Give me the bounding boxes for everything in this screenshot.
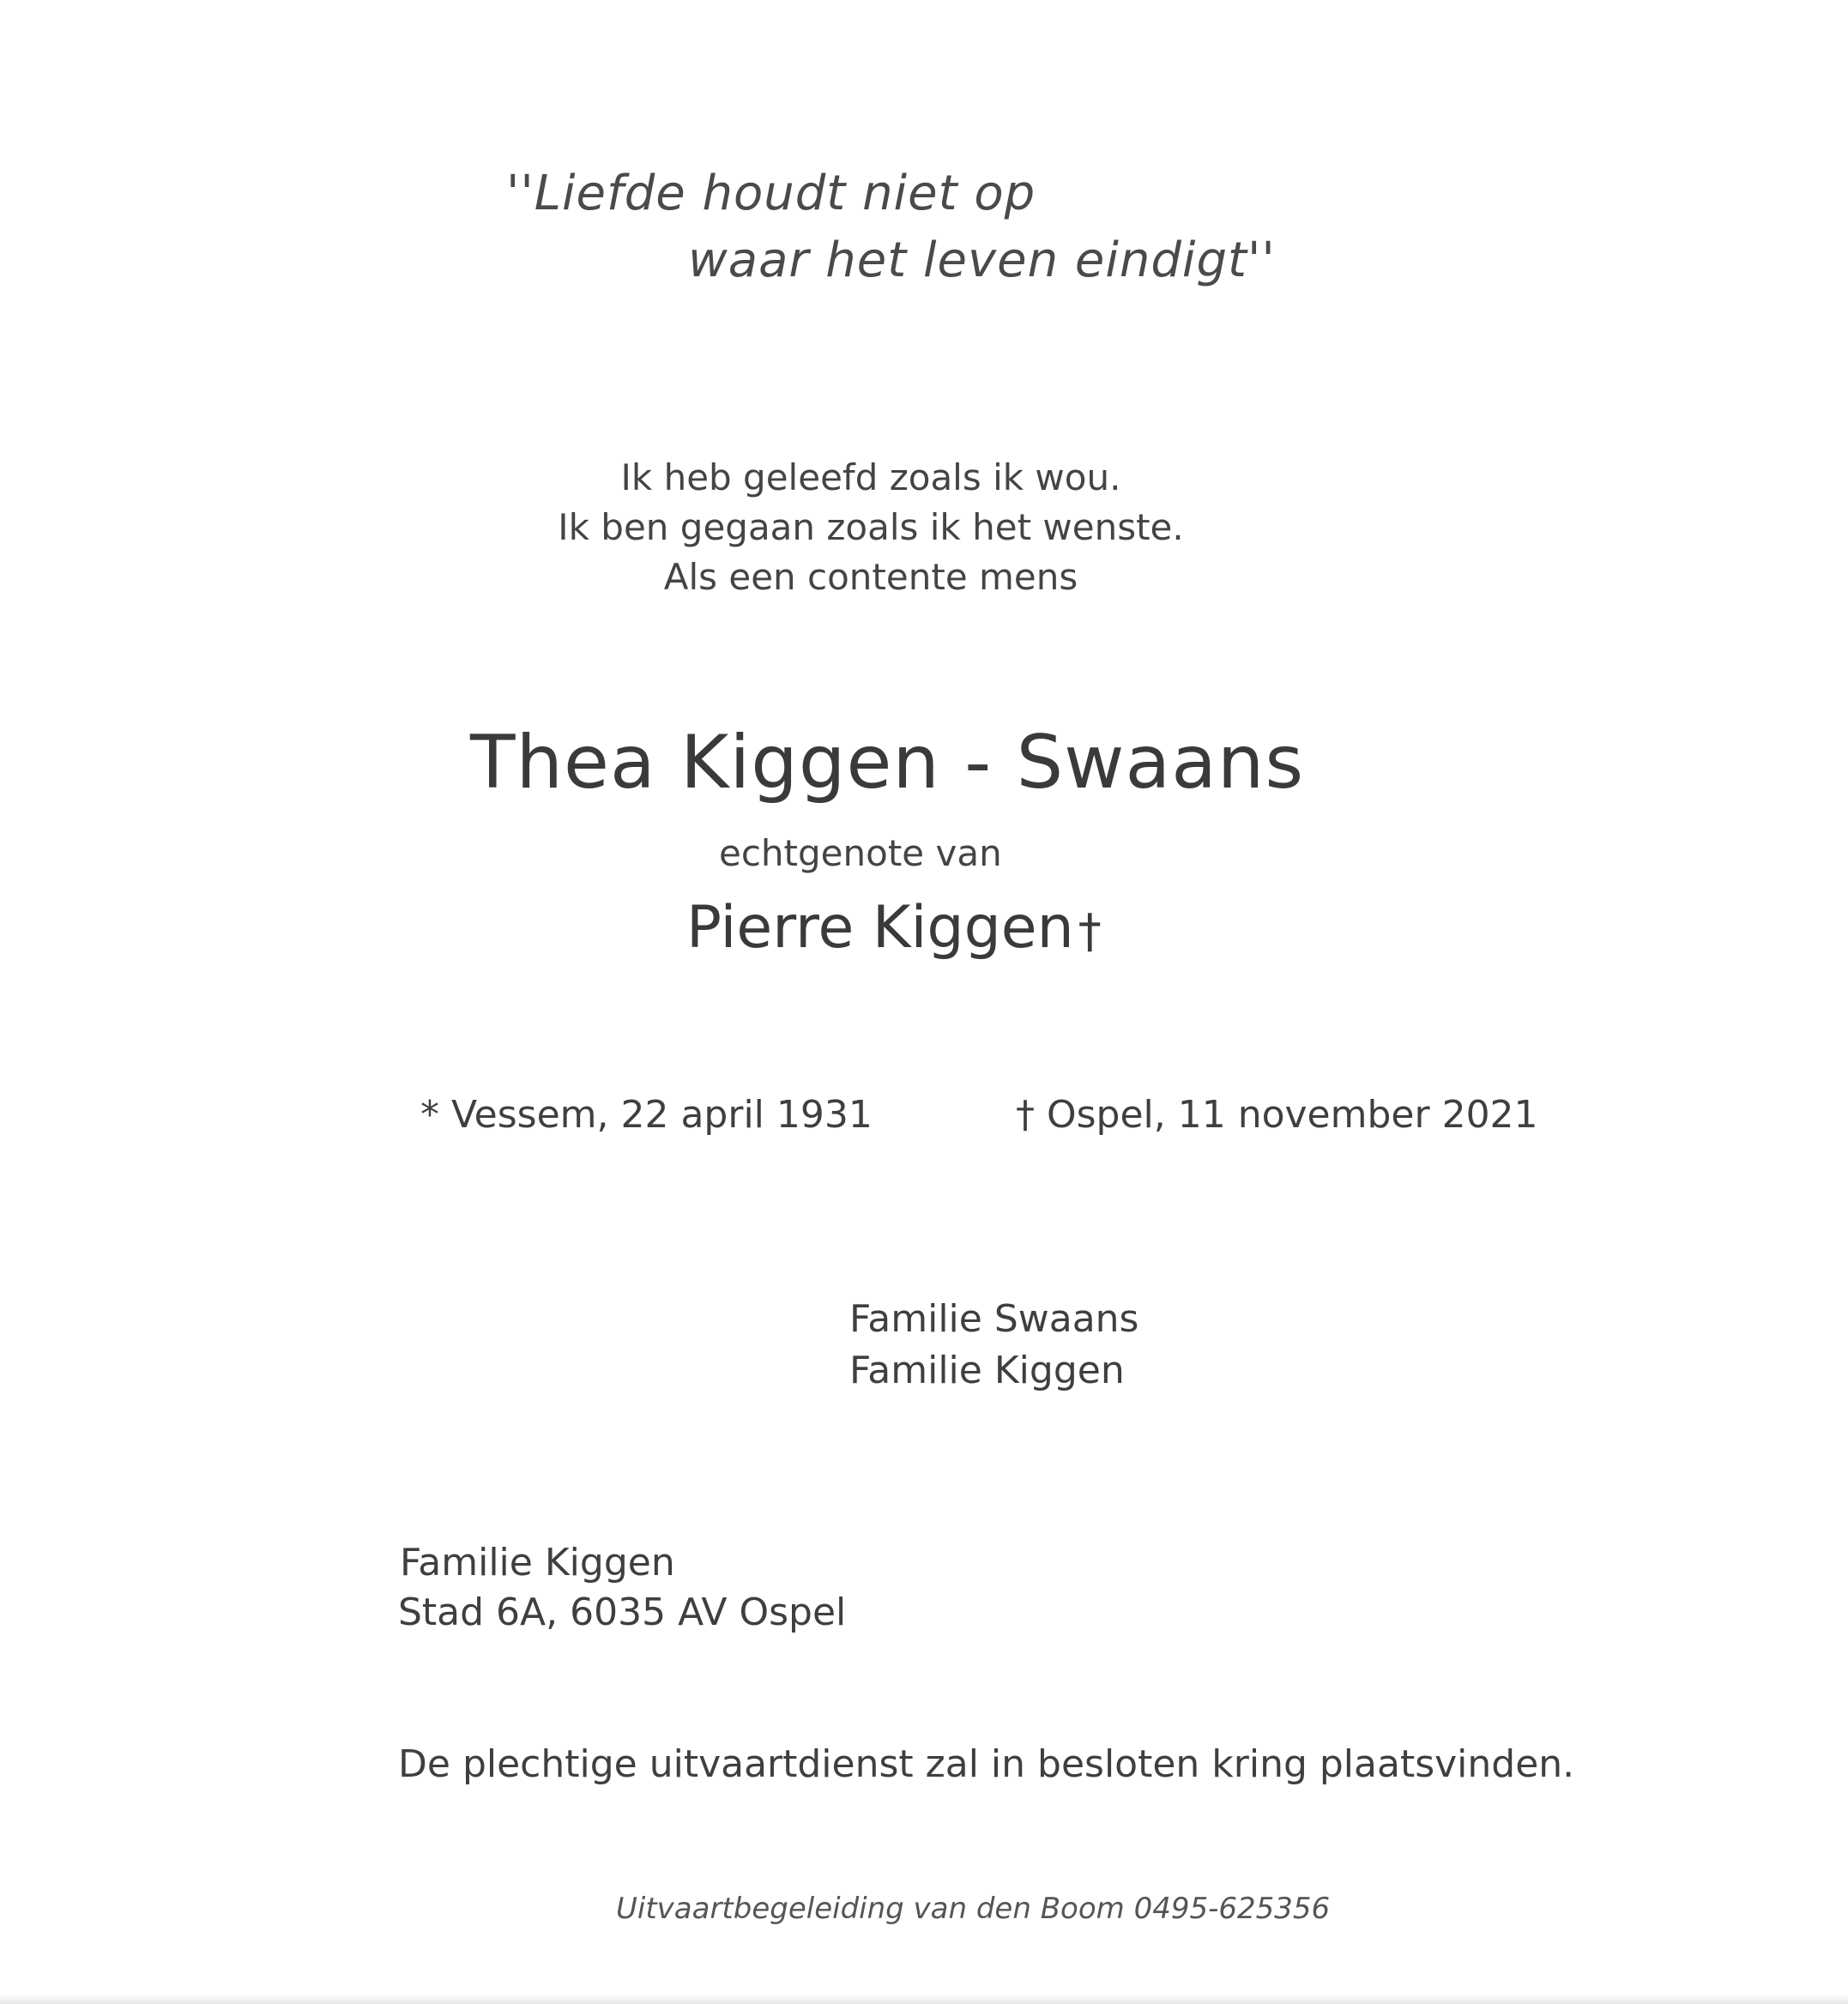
page-edge-shadow: [0, 1994, 1848, 2004]
spouse-line: [686, 894, 1102, 962]
death-date: † Ospel, 11 november 2021: [1016, 1093, 1538, 1137]
deceased-name: Thea Kiggen - Swaans: [470, 720, 1305, 806]
family-swaans: Familie Swaans: [849, 1297, 1139, 1341]
family-kiggen: Familie Kiggen: [849, 1349, 1125, 1392]
address-street: Stad 6A, 6035 AV Ospel: [398, 1591, 847, 1634]
dagger-icon: †: [1078, 904, 1102, 958]
funeral-director-footer: Uitvaartbegeleiding van den Boom 0495-625356: [616, 1892, 1331, 1926]
birth-date: * Vessem, 22 april 1931: [420, 1093, 873, 1137]
address-name: Familie Kiggen: [400, 1541, 675, 1584]
quote-line-1: ''Liefde houdt niet op: [506, 166, 1036, 221]
quote-line-2: waar het leven eindigt'': [688, 232, 1276, 288]
spouse-name: Pierre Kiggen: [686, 894, 1074, 962]
poem-line-3: Als een contente mens: [663, 556, 1078, 598]
poem-line-1: Ik heb geleefd zoals ik wou.: [620, 456, 1121, 498]
service-notice: De plechtige uitvaartdienst zal in besloten kring plaatsvinden.: [398, 1742, 1575, 1786]
relation-label: echtgenote van: [719, 832, 1002, 874]
poem-line-2: Ik ben gegaan zoals ik het wenste.: [558, 506, 1184, 548]
